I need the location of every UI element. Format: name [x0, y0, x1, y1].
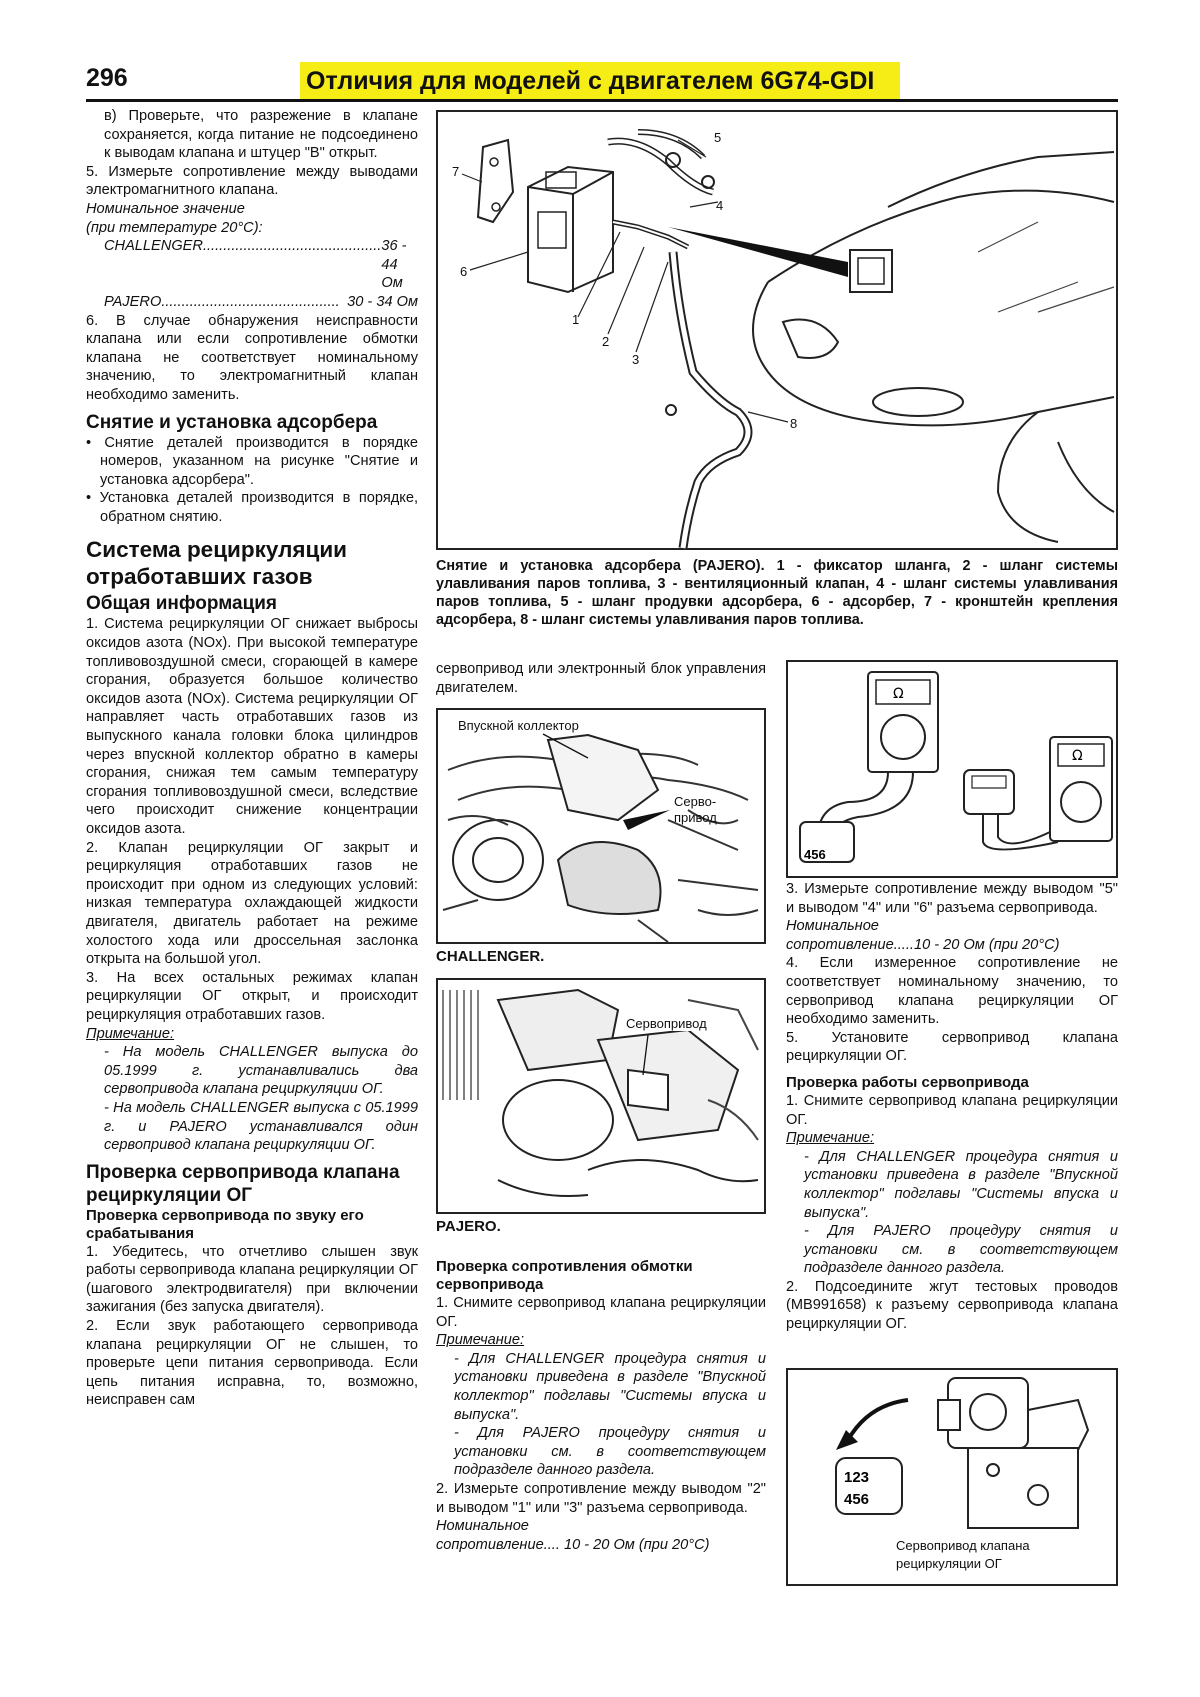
callout-1: 1	[572, 312, 580, 327]
paragraph: 5. Установите сервопривод клапана рециркуляции ОГ.	[786, 1029, 1118, 1065]
nominal-label: Номинальное значение	[86, 200, 245, 217]
callout-7: 7	[452, 164, 460, 179]
spec-name: CHALLENGER	[104, 238, 203, 255]
page-header-title: Отличия для моделей с двигателем 6G74-GDI	[300, 62, 900, 100]
callout-6: 6	[460, 264, 468, 279]
paragraph: 2. Измерьте сопротивление между выводом "2" и выводом "1" или "3" разъема сервопривода.	[436, 1480, 766, 1516]
note-item: - На модель CHALLENGER выпуска с 05.1999 г. и PAJERO устанавливался один сервопривод клапана рециркуляции ОГ.	[104, 1099, 418, 1154]
spec-dots: ............................................	[202, 238, 382, 255]
paragraph: сервопривод или электронный блок управления двигателем.	[436, 661, 766, 696]
spec-value: 30 - 34 Ом	[347, 293, 418, 310]
paragraph: 6. В случае обнаружения неисправности клапана или если сопротивление обмотки клапана не соответствует номинальному значению, то электромагнитный клапан необходимо заменить.	[86, 312, 418, 403]
spec-name: PAJERO	[104, 293, 162, 310]
nominal-value: сопротивление.....10 - 20 Ом (при 20°С)	[786, 936, 1060, 953]
note-item: - На модель CHALLENGER выпуска до 05.1999 г. устанавливались два сервопривода клапана рециркуляции ОГ.	[104, 1044, 418, 1098]
figure-pajero	[436, 978, 766, 1214]
paragraph: 1. Снимите сервопривод клапана рециркуляции ОГ.	[436, 1295, 766, 1330]
column-middle-top	[436, 660, 766, 697]
nominal-value: сопротивление.... 10 - 20 Ом (при 20°С)	[436, 1536, 710, 1553]
note-label: Примечание:	[86, 1025, 175, 1042]
section-heading: Снятие и установка адсорбера	[86, 411, 378, 433]
pajero-engine-illustration	[438, 980, 764, 1212]
label-servo-valve: Сервопривод клапана	[896, 1538, 1030, 1553]
paragraph: 3. На всех остальных режимах клапан рециркуляции ОГ открыт, и происходит рециркуляция отработавших газов.	[86, 969, 418, 1023]
adsorber-illustration	[438, 112, 1116, 548]
spec-dots: ............................................	[161, 293, 340, 310]
paragraph: 1. Система рециркуляции ОГ снижает выбросы оксидов азота (NOx). При высокой температуре топливовоздушной смеси, сгорающей в камере сгорания, образуется большое количество оксидов азота (NOx). Система рециркуляции ОГ направляет часть отработавших газов из выпускного канала головки блока цилиндров через впускной коллектор обратно в камеры сгорания, снижая тем самым температуру сгорания топливовоздушной смеси, вследствие чего происходит снижение концентрации оксидов азота.	[86, 616, 418, 837]
note-label: Примечание:	[436, 1332, 525, 1349]
figure-challenger	[436, 708, 766, 944]
callout-3: 3	[632, 352, 640, 367]
subsection-heading: Проверка работы сервопривода	[786, 1073, 1029, 1091]
callout-8: 8	[790, 416, 798, 431]
figure-caption-challenger: CHALLENGER.	[436, 948, 545, 965]
spec-row-pajero	[86, 293, 418, 312]
label-intake-manifold: Впускной коллектор	[458, 718, 579, 733]
figure-adsorber	[436, 110, 1118, 550]
figure-servo-connector	[786, 1368, 1118, 1586]
column-left	[86, 107, 418, 1410]
note-item: - Для PAJERO процедуру снятия и установки см. в соответствующем подразделе данного раздела.	[804, 1223, 1118, 1277]
paragraph: 2. Подсоедините жгут тестовых проводов (MB991658) к разъему сервопривода клапана рециркуляции ОГ.	[786, 1278, 1118, 1333]
bullet-item: • Снятие деталей производится в порядке номеров, указанном на рисунке "Снятие и установка адсорбера".	[86, 434, 418, 488]
subsection-heading: Проверка сервопривода по звуку его срабатывания	[86, 1206, 364, 1242]
column-right	[786, 880, 1118, 1334]
section-heading: Общая информация	[86, 593, 278, 615]
chapter-heading: Система рециркуляции отработавших газов	[86, 537, 348, 590]
label-servo: Серво-	[674, 794, 717, 809]
paragraph: 3. Измерьте сопротивление между выводом "5" и выводом "4" или "6" разъема сервопривода.	[786, 881, 1118, 916]
nominal-label: Номинальное	[786, 918, 879, 935]
paragraph: 1. Убедитесь, что отчетливо слышен звук работы сервопривода клапана рециркуляции ОГ (шагового электродвигателя) при включении зажигания (без запуска двигателя).	[86, 1243, 418, 1316]
callout-4: 4	[716, 198, 724, 213]
figure-multimeter	[786, 660, 1118, 878]
note-item: - Для CHALLENGER процедура снятия и установки приведена в разделе "Впускной коллектор" подглавы "Системы впуска и выпуска".	[804, 1148, 1118, 1221]
figure-caption-pajero: PAJERO.	[436, 1218, 501, 1235]
note-label: Примечание:	[786, 1130, 875, 1147]
header-rule	[86, 99, 1118, 102]
paragraph: 1. Снимите сервопривод клапана рециркуляции ОГ.	[786, 1092, 1118, 1128]
svg-text:Ω: Ω	[893, 686, 904, 702]
challenger-engine-illustration	[438, 710, 764, 942]
callout-2: 2	[602, 334, 610, 349]
paragraph: 4. Если измеренное сопротивление не соответствует номинальному значению, то сервопривод клапана рециркуляции ОГ необходимо заменить.	[786, 955, 1118, 1028]
column-middle-bottom	[436, 1258, 766, 1554]
svg-text:456: 456	[844, 1491, 870, 1508]
spec-row-challenger	[86, 237, 418, 293]
label-servo: Сервопривод	[626, 1016, 707, 1031]
note-item: - Для PAJERO процедуру снятия и установки см. в соответствующем подразделе данного раздела.	[454, 1425, 766, 1479]
svg-text:456: 456	[804, 847, 826, 862]
note-item: - Для CHALLENGER процедура снятия и установки приведена в разделе "Впускной коллектор" подглавы "Системы впуска и выпуска".	[454, 1350, 766, 1423]
nominal-label: Номинальное	[436, 1518, 529, 1535]
paragraph: 5. Измерьте сопротивление между выводами электромагнитного клапана.	[86, 163, 418, 199]
bullet-item: • Установка деталей производится в порядке, обратном снятию.	[86, 490, 418, 525]
svg-text:Ω: Ω	[1072, 748, 1083, 764]
spec-value: 36 - 44 Ом	[381, 238, 407, 292]
callout-5: 5	[714, 130, 722, 145]
subsection-heading: Проверка сопротивления обмотки сервопривода	[436, 1258, 693, 1293]
svg-text:123: 123	[844, 1469, 870, 1486]
figure-caption: Снятие и установка адсорбера (PAJERO). 1 - фиксатор шланга, 2 - шланг системы улавливания паров топлива, 3 - вентиляционный клапан, 4 - шланг системы улавливания паров топлива, 5 - шланг продувки адсорбера, 6 - адсорбер, 7 - кронштейн крепления адсорбера, 8 - шланг системы улавливания паров топлива.	[436, 558, 1118, 628]
label-servo: привод	[674, 810, 717, 825]
paragraph: 2. Если звук работающего сервопривода клапана рециркуляции ОГ не слышен, то проверьте цепи питания сервопривода. Если цепь питания исправна, то, возможно, неисправен сам	[86, 1318, 418, 1409]
nominal-temp: (при температуре 20°С):	[86, 219, 263, 236]
paragraph: 2. Клапан рециркуляции ОГ закрыт и рециркуляция отработавших газов не происходит при одном из следующих условий: низкая температура охлаждающей жидкости двигателя, двигатель работает на режиме холостого хода или дроссельная заслонка открыта на большой угол.	[86, 839, 418, 968]
multimeter-illustration	[788, 662, 1116, 876]
label-servo-valve: рециркуляции ОГ	[896, 1556, 1002, 1571]
page-number: 296	[86, 64, 128, 92]
paragraph: в) Проверьте, что разрежение в клапане сохраняется, когда питание не подсоединено к выводам клапана и штуцер "В" открыт.	[104, 108, 418, 162]
section-heading: Проверка сервопривода клапана рециркуляции ОГ	[86, 1161, 400, 1206]
